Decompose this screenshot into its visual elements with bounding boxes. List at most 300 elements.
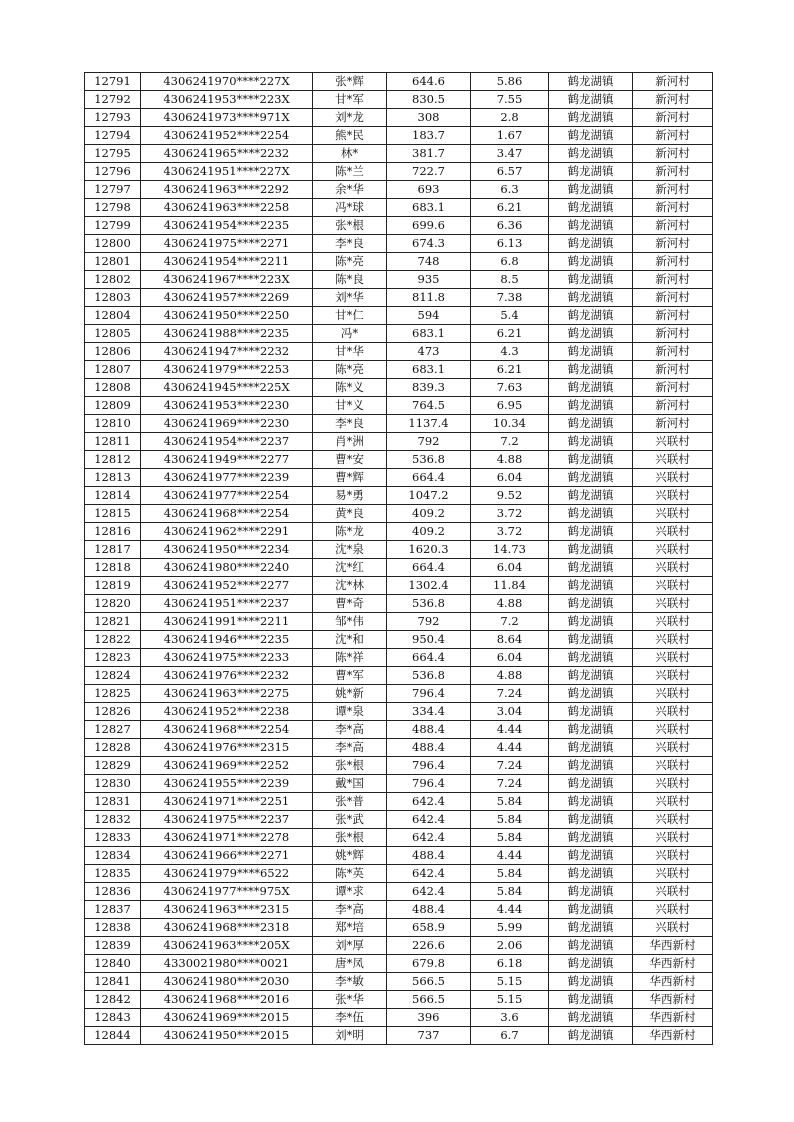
cell-amount: 488.4 — [387, 901, 471, 919]
cell-person-name: 曹*奇 — [313, 595, 387, 613]
cell-village: 兴联村 — [633, 847, 713, 865]
table-row — [85, 397, 713, 415]
table-row — [85, 973, 713, 991]
cell-person-name: 肖*洲 — [313, 433, 387, 451]
table-row — [85, 955, 713, 973]
cell-area: 5.84 — [471, 829, 549, 847]
cell-town: 鹤龙湖镇 — [549, 541, 633, 559]
cell-row-number: 12796 — [85, 163, 141, 181]
cell-person-name: 林* — [313, 145, 387, 163]
table-row — [85, 469, 713, 487]
cell-id-number: 4306241975****2233 — [141, 649, 313, 667]
cell-town: 鹤龙湖镇 — [549, 739, 633, 757]
cell-amount: 811.8 — [387, 289, 471, 307]
cell-amount: 488.4 — [387, 847, 471, 865]
table-row — [85, 865, 713, 883]
cell-town: 鹤龙湖镇 — [549, 721, 633, 739]
table-row — [85, 271, 713, 289]
cell-village: 新河村 — [633, 307, 713, 325]
cell-town: 鹤龙湖镇 — [549, 847, 633, 865]
cell-id-number: 4306241954****2235 — [141, 217, 313, 235]
cell-row-number: 12842 — [85, 991, 141, 1009]
cell-person-name: 曹*辉 — [313, 469, 387, 487]
cell-area: 4.88 — [471, 595, 549, 613]
cell-area: 6.21 — [471, 361, 549, 379]
cell-area: 2.06 — [471, 937, 549, 955]
cell-row-number: 12801 — [85, 253, 141, 271]
cell-village: 新河村 — [633, 289, 713, 307]
table-row — [85, 631, 713, 649]
cell-person-name: 姚*新 — [313, 685, 387, 703]
cell-id-number: 4306241979****2253 — [141, 361, 313, 379]
cell-town: 鹤龙湖镇 — [549, 613, 633, 631]
cell-village: 兴联村 — [633, 883, 713, 901]
cell-amount: 488.4 — [387, 721, 471, 739]
cell-amount: 679.8 — [387, 955, 471, 973]
cell-area: 6.7 — [471, 1027, 549, 1045]
cell-village: 新河村 — [633, 397, 713, 415]
cell-area: 14.73 — [471, 541, 549, 559]
table-row — [85, 685, 713, 703]
cell-village: 兴联村 — [633, 793, 713, 811]
cell-village: 新河村 — [633, 127, 713, 145]
cell-town: 鹤龙湖镇 — [549, 109, 633, 127]
cell-person-name: 陈*龙 — [313, 523, 387, 541]
cell-town: 鹤龙湖镇 — [549, 127, 633, 145]
cell-row-number: 12806 — [85, 343, 141, 361]
cell-id-number: 4306241970****227X — [141, 73, 313, 91]
table-row — [85, 739, 713, 757]
cell-area: 6.8 — [471, 253, 549, 271]
cell-amount: 642.4 — [387, 883, 471, 901]
cell-row-number: 12817 — [85, 541, 141, 559]
cell-row-number: 12808 — [85, 379, 141, 397]
cell-row-number: 12834 — [85, 847, 141, 865]
cell-area: 7.24 — [471, 757, 549, 775]
cell-area: 6.04 — [471, 559, 549, 577]
cell-id-number: 4306241952****2254 — [141, 127, 313, 145]
table-row — [85, 649, 713, 667]
table-row — [85, 451, 713, 469]
cell-area: 3.47 — [471, 145, 549, 163]
cell-village: 华西新村 — [633, 1027, 713, 1045]
table-row — [85, 1009, 713, 1027]
cell-person-name: 沈*林 — [313, 577, 387, 595]
cell-area: 8.5 — [471, 271, 549, 289]
cell-amount: 764.5 — [387, 397, 471, 415]
cell-area: 7.24 — [471, 685, 549, 703]
table-row — [85, 757, 713, 775]
cell-town: 鹤龙湖镇 — [549, 955, 633, 973]
cell-row-number: 12831 — [85, 793, 141, 811]
cell-person-name: 余*华 — [313, 181, 387, 199]
cell-town: 鹤龙湖镇 — [549, 307, 633, 325]
cell-id-number: 4306241968****2254 — [141, 721, 313, 739]
cell-amount: 644.6 — [387, 73, 471, 91]
cell-row-number: 12809 — [85, 397, 141, 415]
table-row — [85, 361, 713, 379]
cell-id-number: 4306241969****2230 — [141, 415, 313, 433]
table-row — [85, 1027, 713, 1045]
cell-id-number: 4306241950****2234 — [141, 541, 313, 559]
cell-village: 兴联村 — [633, 469, 713, 487]
cell-id-number: 4306241954****2211 — [141, 253, 313, 271]
cell-id-number: 4306241977****2254 — [141, 487, 313, 505]
cell-town: 鹤龙湖镇 — [549, 775, 633, 793]
cell-row-number: 12823 — [85, 649, 141, 667]
cell-village: 华西新村 — [633, 1009, 713, 1027]
cell-area: 4.44 — [471, 901, 549, 919]
cell-person-name: 沈*泉 — [313, 541, 387, 559]
table-row — [85, 217, 713, 235]
cell-amount: 792 — [387, 613, 471, 631]
cell-row-number: 12798 — [85, 199, 141, 217]
cell-village: 兴联村 — [633, 721, 713, 739]
cell-amount: 473 — [387, 343, 471, 361]
table-row — [85, 847, 713, 865]
cell-village: 兴联村 — [633, 505, 713, 523]
cell-amount: 830.5 — [387, 91, 471, 109]
table-row — [85, 559, 713, 577]
cell-amount: 737 — [387, 1027, 471, 1045]
cell-amount: 642.4 — [387, 811, 471, 829]
table-row — [85, 703, 713, 721]
cell-id-number: 4306241950****2250 — [141, 307, 313, 325]
cell-town: 鹤龙湖镇 — [549, 361, 633, 379]
cell-village: 兴联村 — [633, 865, 713, 883]
cell-village: 新河村 — [633, 415, 713, 433]
cell-village: 兴联村 — [633, 487, 713, 505]
cell-row-number: 12807 — [85, 361, 141, 379]
cell-person-name: 张*武 — [313, 811, 387, 829]
cell-person-name: 曹*军 — [313, 667, 387, 685]
cell-area: 11.84 — [471, 577, 549, 595]
cell-village: 新河村 — [633, 145, 713, 163]
cell-amount: 796.4 — [387, 775, 471, 793]
cell-person-name: 易*勇 — [313, 487, 387, 505]
cell-village: 新河村 — [633, 163, 713, 181]
cell-id-number: 4330021980****0021 — [141, 955, 313, 973]
cell-amount: 226.6 — [387, 937, 471, 955]
cell-person-name: 甘*仁 — [313, 307, 387, 325]
cell-area: 9.52 — [471, 487, 549, 505]
cell-row-number: 12791 — [85, 73, 141, 91]
cell-person-name: 李*高 — [313, 721, 387, 739]
table-row — [85, 577, 713, 595]
table-row — [85, 109, 713, 127]
cell-id-number: 4306241952****2238 — [141, 703, 313, 721]
table-row — [85, 415, 713, 433]
table-row — [85, 775, 713, 793]
cell-id-number: 4306241991****2211 — [141, 613, 313, 631]
table-row — [85, 937, 713, 955]
table-row — [85, 379, 713, 397]
cell-village: 新河村 — [633, 109, 713, 127]
cell-id-number: 4306241973****971X — [141, 109, 313, 127]
cell-area: 3.6 — [471, 1009, 549, 1027]
cell-person-name: 陈*良 — [313, 271, 387, 289]
cell-person-name: 刘*华 — [313, 289, 387, 307]
cell-row-number: 12843 — [85, 1009, 141, 1027]
cell-area: 5.84 — [471, 883, 549, 901]
cell-row-number: 12822 — [85, 631, 141, 649]
cell-row-number: 12819 — [85, 577, 141, 595]
cell-person-name: 邹*伟 — [313, 613, 387, 631]
table-row — [85, 793, 713, 811]
cell-amount: 381.7 — [387, 145, 471, 163]
cell-id-number: 4306241971****2278 — [141, 829, 313, 847]
cell-village: 新河村 — [633, 217, 713, 235]
cell-row-number: 12799 — [85, 217, 141, 235]
cell-village: 兴联村 — [633, 451, 713, 469]
cell-area: 3.04 — [471, 703, 549, 721]
cell-town: 鹤龙湖镇 — [549, 973, 633, 991]
cell-town: 鹤龙湖镇 — [549, 451, 633, 469]
cell-person-name: 刘*龙 — [313, 109, 387, 127]
table-row — [85, 901, 713, 919]
cell-amount: 935 — [387, 271, 471, 289]
cell-town: 鹤龙湖镇 — [549, 289, 633, 307]
cell-row-number: 12813 — [85, 469, 141, 487]
cell-id-number: 4306241966****2271 — [141, 847, 313, 865]
table-row — [85, 541, 713, 559]
cell-row-number: 12829 — [85, 757, 141, 775]
cell-town: 鹤龙湖镇 — [549, 685, 633, 703]
cell-town: 鹤龙湖镇 — [549, 901, 633, 919]
cell-amount: 1137.4 — [387, 415, 471, 433]
cell-amount: 566.5 — [387, 991, 471, 1009]
table-row — [85, 73, 713, 91]
cell-amount: 183.7 — [387, 127, 471, 145]
cell-id-number: 4306241963****2258 — [141, 199, 313, 217]
cell-area: 7.2 — [471, 433, 549, 451]
cell-amount: 693 — [387, 181, 471, 199]
cell-town: 鹤龙湖镇 — [549, 343, 633, 361]
cell-id-number: 4306241963****205X — [141, 937, 313, 955]
cell-row-number: 12818 — [85, 559, 141, 577]
cell-row-number: 12830 — [85, 775, 141, 793]
cell-village: 兴联村 — [633, 757, 713, 775]
table-row — [85, 145, 713, 163]
cell-person-name: 李*良 — [313, 235, 387, 253]
cell-area: 10.34 — [471, 415, 549, 433]
cell-village: 兴联村 — [633, 739, 713, 757]
cell-id-number: 4306241969****2015 — [141, 1009, 313, 1027]
cell-row-number: 12814 — [85, 487, 141, 505]
cell-id-number: 4306241953****223X — [141, 91, 313, 109]
cell-row-number: 12794 — [85, 127, 141, 145]
cell-area: 5.15 — [471, 973, 549, 991]
cell-town: 鹤龙湖镇 — [549, 181, 633, 199]
cell-person-name: 唐*凤 — [313, 955, 387, 973]
cell-row-number: 12836 — [85, 883, 141, 901]
cell-id-number: 4306241951****2237 — [141, 595, 313, 613]
cell-person-name: 冯*球 — [313, 199, 387, 217]
cell-area: 6.36 — [471, 217, 549, 235]
cell-area: 6.95 — [471, 397, 549, 415]
cell-village: 兴联村 — [633, 775, 713, 793]
cell-town: 鹤龙湖镇 — [549, 595, 633, 613]
cell-amount: 396 — [387, 1009, 471, 1027]
cell-town: 鹤龙湖镇 — [549, 145, 633, 163]
cell-town: 鹤龙湖镇 — [549, 991, 633, 1009]
table-row — [85, 127, 713, 145]
cell-row-number: 12800 — [85, 235, 141, 253]
cell-area: 5.99 — [471, 919, 549, 937]
cell-amount: 642.4 — [387, 829, 471, 847]
cell-town: 鹤龙湖镇 — [549, 811, 633, 829]
cell-amount: 839.3 — [387, 379, 471, 397]
cell-area: 5.15 — [471, 991, 549, 1009]
cell-amount: 536.8 — [387, 595, 471, 613]
table-row — [85, 991, 713, 1009]
cell-id-number: 4306241963****2315 — [141, 901, 313, 919]
cell-row-number: 12844 — [85, 1027, 141, 1045]
cell-village: 兴联村 — [633, 523, 713, 541]
cell-id-number: 4306241988****2235 — [141, 325, 313, 343]
table-row — [85, 343, 713, 361]
table-row — [85, 307, 713, 325]
cell-village: 兴联村 — [633, 919, 713, 937]
cell-person-name: 刘*厚 — [313, 937, 387, 955]
cell-area: 3.72 — [471, 523, 549, 541]
cell-village: 华西新村 — [633, 955, 713, 973]
cell-amount: 664.4 — [387, 649, 471, 667]
cell-person-name: 陈*英 — [313, 865, 387, 883]
cell-town: 鹤龙湖镇 — [549, 505, 633, 523]
cell-row-number: 12835 — [85, 865, 141, 883]
cell-id-number: 4306241971****2251 — [141, 793, 313, 811]
table-row — [85, 883, 713, 901]
cell-amount: 642.4 — [387, 865, 471, 883]
cell-area: 6.04 — [471, 649, 549, 667]
cell-row-number: 12815 — [85, 505, 141, 523]
table-row — [85, 325, 713, 343]
cell-town: 鹤龙湖镇 — [549, 217, 633, 235]
cell-area: 6.21 — [471, 325, 549, 343]
cell-amount: 683.1 — [387, 199, 471, 217]
cell-id-number: 4306241975****2237 — [141, 811, 313, 829]
cell-person-name: 陈*义 — [313, 379, 387, 397]
cell-area: 7.63 — [471, 379, 549, 397]
cell-row-number: 12802 — [85, 271, 141, 289]
table-row — [85, 721, 713, 739]
cell-area: 7.55 — [471, 91, 549, 109]
cell-amount: 1620.3 — [387, 541, 471, 559]
cell-town: 鹤龙湖镇 — [549, 937, 633, 955]
table-row — [85, 505, 713, 523]
cell-amount: 674.3 — [387, 235, 471, 253]
cell-town: 鹤龙湖镇 — [549, 397, 633, 415]
cell-town: 鹤龙湖镇 — [549, 631, 633, 649]
cell-town: 鹤龙湖镇 — [549, 649, 633, 667]
cell-amount: 1302.4 — [387, 577, 471, 595]
cell-village: 华西新村 — [633, 973, 713, 991]
cell-person-name: 李*伍 — [313, 1009, 387, 1027]
cell-person-name: 郑*培 — [313, 919, 387, 937]
cell-person-name: 李*良 — [313, 415, 387, 433]
cell-town: 鹤龙湖镇 — [549, 829, 633, 847]
cell-amount: 409.2 — [387, 505, 471, 523]
cell-amount: 488.4 — [387, 739, 471, 757]
cell-village: 华西新村 — [633, 991, 713, 1009]
table-row — [85, 829, 713, 847]
cell-row-number: 12828 — [85, 739, 141, 757]
cell-village: 新河村 — [633, 199, 713, 217]
cell-amount: 699.6 — [387, 217, 471, 235]
cell-id-number: 4306241976****2315 — [141, 739, 313, 757]
cell-id-number: 4306241949****2277 — [141, 451, 313, 469]
cell-area: 6.13 — [471, 235, 549, 253]
cell-amount: 796.4 — [387, 757, 471, 775]
cell-row-number: 12840 — [85, 955, 141, 973]
cell-person-name: 戴*国 — [313, 775, 387, 793]
cell-village: 兴联村 — [633, 631, 713, 649]
cell-id-number: 4306241965****2232 — [141, 145, 313, 163]
cell-village: 兴联村 — [633, 685, 713, 703]
cell-amount: 658.9 — [387, 919, 471, 937]
cell-village: 华西新村 — [633, 937, 713, 955]
cell-area: 7.38 — [471, 289, 549, 307]
table-row — [85, 919, 713, 937]
cell-id-number: 4306241976****2232 — [141, 667, 313, 685]
cell-area: 5.84 — [471, 865, 549, 883]
cell-id-number: 4306241968****2254 — [141, 505, 313, 523]
cell-town: 鹤龙湖镇 — [549, 577, 633, 595]
cell-person-name: 甘*华 — [313, 343, 387, 361]
cell-id-number: 4306241980****2030 — [141, 973, 313, 991]
cell-town: 鹤龙湖镇 — [549, 469, 633, 487]
cell-amount: 748 — [387, 253, 471, 271]
table-row — [85, 289, 713, 307]
cell-town: 鹤龙湖镇 — [549, 559, 633, 577]
cell-town: 鹤龙湖镇 — [549, 487, 633, 505]
cell-town: 鹤龙湖镇 — [549, 883, 633, 901]
cell-area: 1.67 — [471, 127, 549, 145]
cell-person-name: 张*辉 — [313, 73, 387, 91]
cell-area: 7.24 — [471, 775, 549, 793]
cell-amount: 642.4 — [387, 793, 471, 811]
cell-area: 4.44 — [471, 847, 549, 865]
cell-village: 兴联村 — [633, 649, 713, 667]
cell-town: 鹤龙湖镇 — [549, 253, 633, 271]
cell-id-number: 4306241979****6522 — [141, 865, 313, 883]
cell-area: 6.3 — [471, 181, 549, 199]
cell-row-number: 12841 — [85, 973, 141, 991]
cell-village: 新河村 — [633, 91, 713, 109]
cell-village: 新河村 — [633, 181, 713, 199]
cell-area: 5.4 — [471, 307, 549, 325]
cell-id-number: 4306241968****2016 — [141, 991, 313, 1009]
cell-town: 鹤龙湖镇 — [549, 1027, 633, 1045]
cell-village: 新河村 — [633, 253, 713, 271]
cell-row-number: 12827 — [85, 721, 141, 739]
cell-id-number: 4306241945****225X — [141, 379, 313, 397]
cell-area: 6.18 — [471, 955, 549, 973]
cell-person-name: 陈*亮 — [313, 361, 387, 379]
cell-village: 兴联村 — [633, 901, 713, 919]
cell-amount: 792 — [387, 433, 471, 451]
cell-row-number: 12797 — [85, 181, 141, 199]
cell-person-name: 李*敏 — [313, 973, 387, 991]
cell-row-number: 12792 — [85, 91, 141, 109]
cell-village: 新河村 — [633, 361, 713, 379]
cell-town: 鹤龙湖镇 — [549, 235, 633, 253]
cell-village: 新河村 — [633, 271, 713, 289]
cell-person-name: 李*高 — [313, 901, 387, 919]
cell-area: 5.86 — [471, 73, 549, 91]
cell-amount: 1047.2 — [387, 487, 471, 505]
